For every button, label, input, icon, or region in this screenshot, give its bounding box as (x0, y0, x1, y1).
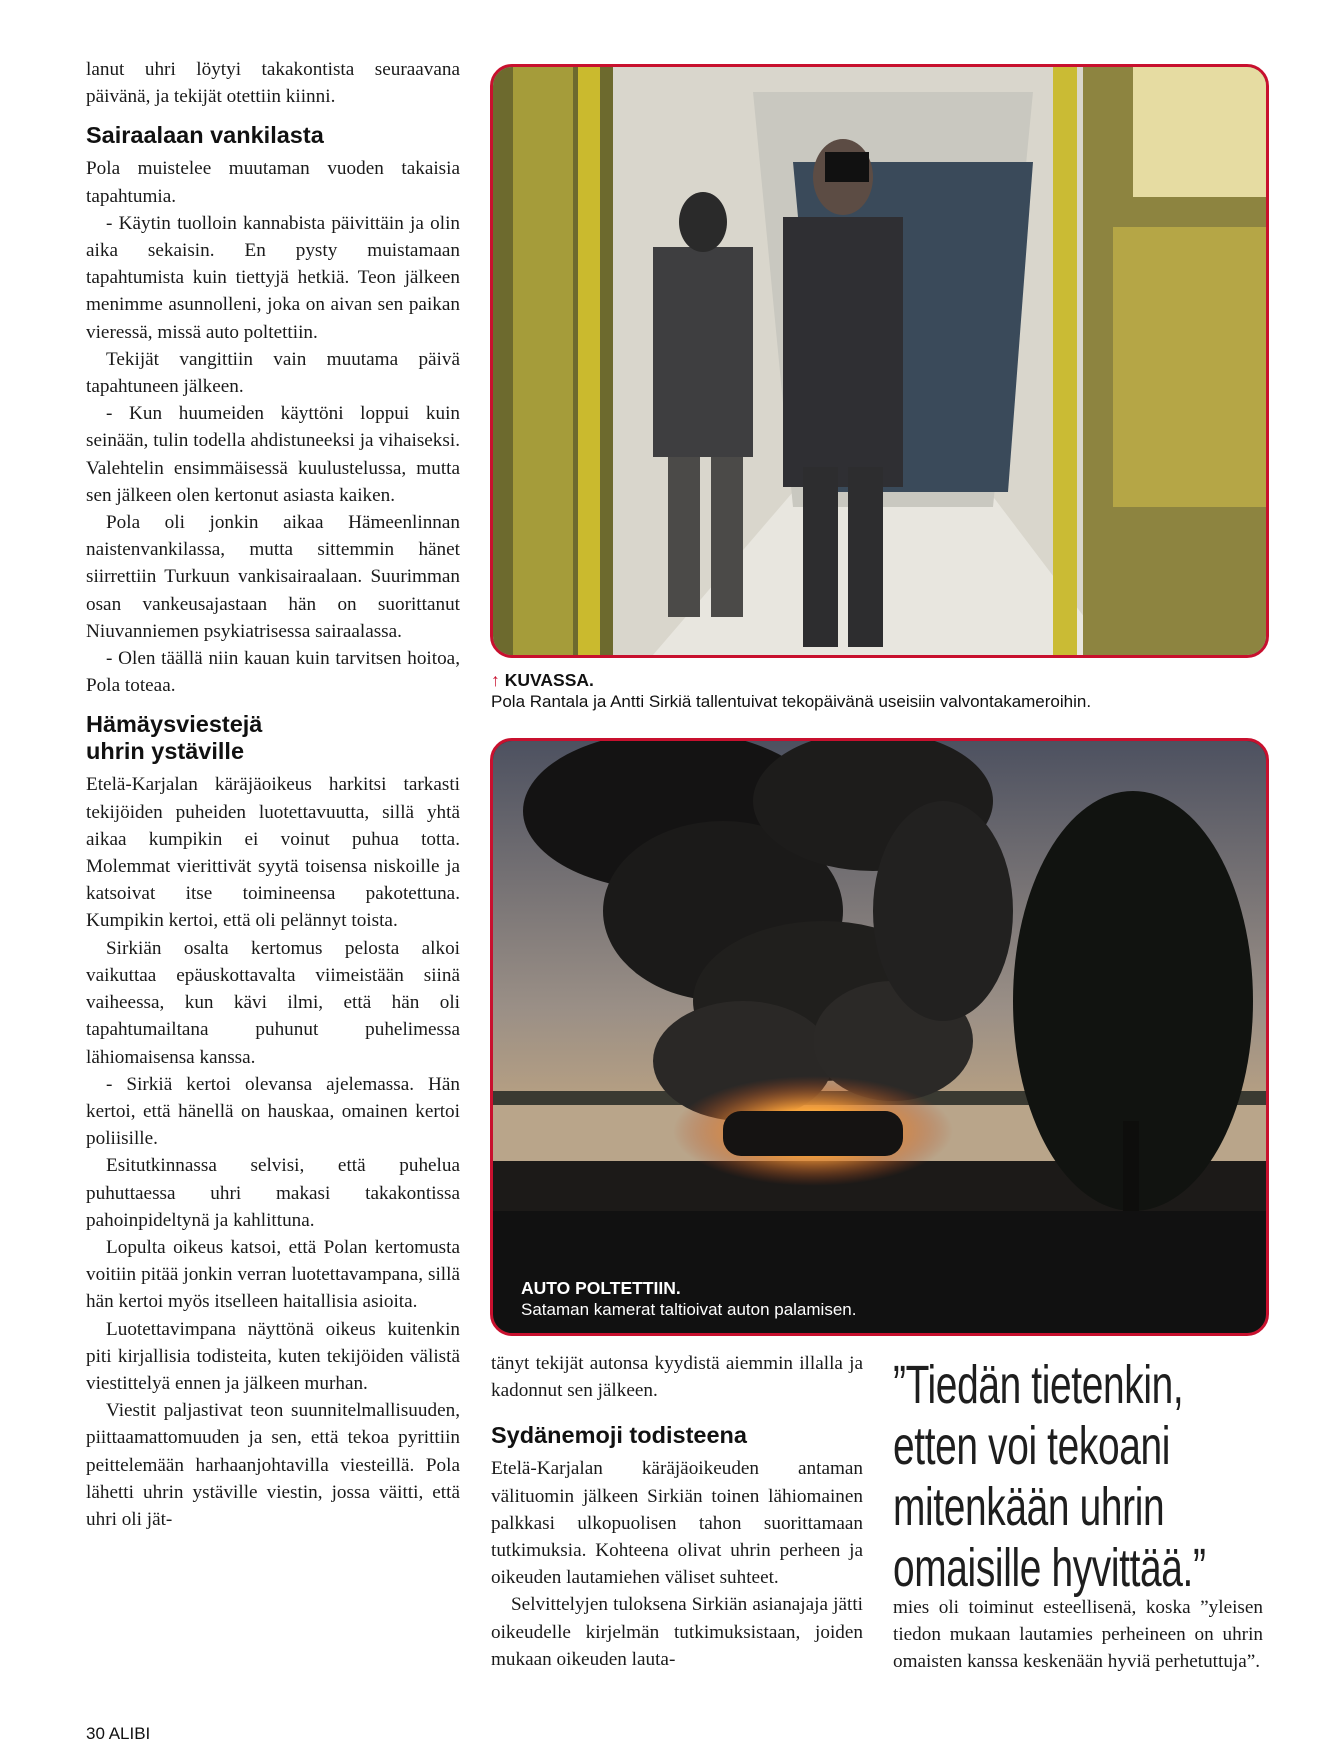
body-paragraph: Sirkiän osalta kertomus pelosta alkoi vaikuttaa epäuskottavalta viimeistään siinä vaiheessa, kun kävi ilmi, että hän oli tapahtumailtana puhunut puhelimessa lähiomaisensa kanssa. (86, 937, 460, 1068)
article-column-1 (86, 56, 460, 1533)
body-paragraph: Pola muistelee muutaman vuoden takaisia tapahtumia. (86, 158, 460, 207)
caption-text: Pola Rantala ja Antti Sirkiä tallentuivat tekopäivänä useisiin valvontakameroihin. (491, 692, 1092, 711)
body-paragraph: - Olen täällä niin kauan kuin tarvitsen hoitoa, Pola toteaa. (86, 648, 460, 697)
body-paragraph: Selvittelyjen tuloksena Sirkiän asianajaja jätti oikeudelle kirjelmän tutkimuksistaan, joiden mukaan oikeuden lauta- (491, 1594, 863, 1670)
subheading: Sairaalaan vankilasta (86, 122, 324, 149)
arrow-up-icon: ↑ (491, 670, 500, 690)
subheading: Sydänemoji todisteena (491, 1422, 747, 1449)
body-paragraph: - Käytin tuolloin kannabista päivittäin ja olin aika sekaisin. En pysty muistamaan tapahtumista kuin tiettyjä hetkiä. Teon jälkeen menimme asunnolleni, joka on aivan sen paikan vieressä, missä auto poltettiin. (86, 212, 460, 343)
pull-quote (893, 1355, 1206, 1599)
article-column-3 (893, 1594, 1263, 1676)
body-paragraph: Tekijät vangittiin vain muutama päivä tapahtuneen jälkeen. (86, 348, 460, 398)
body-paragraph: mies oli toiminut esteellisenä, koska ”yleisen tiedon mukaan lautamies perheineen on uhrin omaisten kanssa keskenään hyviä perhetuttuja”. (893, 1597, 1263, 1673)
body-paragraph: - Kun huumeiden käyttöni loppui kuin seinään, tulin todella ahdistuneeksi ja vihaiseksi. Valehtelin ensimmäisessä kuulustelussa, mutta sen jälkeen olen kertonut asiasta kaiken. (86, 403, 460, 506)
photo-caption-1 (491, 670, 1281, 713)
body-paragraph: tänyt tekijät autonsa kyydistä aiemmin illalla ja kadonnut sen jälkeen. (491, 1353, 863, 1402)
pull-quote-line: mitenkään uhrin (893, 1477, 1165, 1537)
article-column-2 (491, 1350, 863, 1673)
body-paragraph: Etelä-Karjalan käräjäoikeus harkitsi tarkasti tekijöiden puheiden luotettavuutta, sillä yhtä aikaa kumpikin ei voinut puhua totta. Molemmat vierittivät syytä toisensa niskoille ja katsoivat itse toimineensa pakotettuna. Kumpikin kertoi, että oli pelännyt toista. (86, 774, 460, 932)
body-paragraph: Esitutkinnassa selvisi, että puhelua puhuttaessa uhri makasi takakontissa pahoinpideltynä ja kahlittuna. (86, 1155, 460, 1231)
caption-title: AUTO POLTETTIIN. (521, 1278, 681, 1298)
body-paragraph: lanut uhri löytyi takakontista seuraavana päivänä, ja tekijät otettiin kiinni. (86, 59, 460, 108)
photo-caption-2 (521, 1278, 1241, 1321)
body-paragraph: Luotettavimpana näyttönä oikeus kuitenkin piti kirjallisia todisteita, kuten tekijöiden välistä viestittelyä ennen ja jälkeen murhan. (86, 1318, 460, 1394)
body-paragraph: Etelä-Karjalan käräjäoikeuden antaman välituomin jälkeen Sirkiän toinen lähiomainen palkkasi ulkopuolisen tahon suorittamaan tutkimuksia. Kohteena olivat uhrin perheen ja oikeuden lautamiehen väliset suhteet. (491, 1458, 863, 1589)
body-paragraph: Pola oli jonkin aikaa Hämeenlinnan naistenvankilassa, mutta sittemmin hänet siirrettiin Turkuun vankisairaalaan. Suurimman osan vankeusajastaan hän on suorittanut Niuvanniemen psykiatrisessa sairaalassa. (86, 512, 460, 642)
body-paragraph: Lopulta oikeus katsoi, että Polan kertomusta voitiin pitää jonkin verran luotettavampana, sillä hän kertoi myös itselleen haitallisia asioita. (86, 1236, 460, 1313)
pull-quote-line: omaisille hyvittää.” (893, 1538, 1206, 1598)
burning-car-image (493, 741, 1266, 1333)
caption-text: Sataman kamerat taltioivat auton palamisen. (521, 1300, 857, 1319)
surveillance-photo (490, 64, 1269, 658)
body-paragraph: - Sirkiä kertoi olevansa ajelemassa. Hän kertoi, että hänellä on hauskaa, omainen kertoi poliisille. (86, 1073, 460, 1150)
surveillance-image (493, 67, 1266, 655)
subheading: Hämäysviestejä uhrin ystäville (86, 711, 263, 765)
page-folio: 30 ALIBI (86, 1724, 151, 1743)
pull-quote-line: etten voi tekoani (893, 1416, 1171, 1476)
burning-car-photo (490, 738, 1269, 1336)
caption-title: KUVASSA. (504, 670, 594, 690)
body-paragraph: Viestit paljastivat teon suunnitelmallisuuden, piittaamattomuuden ja sen, että tekoa pyrittiin peittelemään harhaanjohtavilla viesteillä. Pola lähetti uhrin ystäville viestin, jossa väitti, että uhri oli jät- (86, 1400, 460, 1530)
pull-quote-line: ”Tiedän tietenkin, (893, 1355, 1184, 1415)
